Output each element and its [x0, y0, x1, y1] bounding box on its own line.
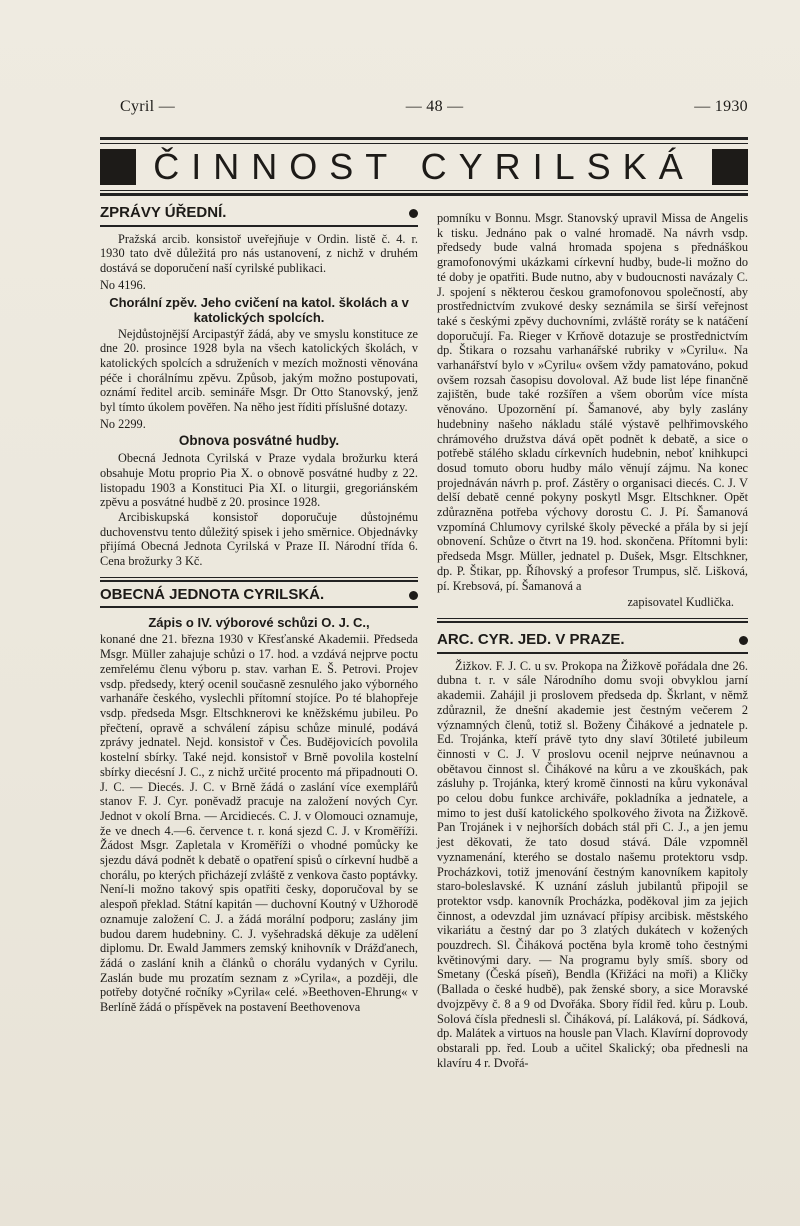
section-heading-obecna — [100, 582, 418, 607]
masthead-rule-bottom — [100, 193, 748, 196]
section-heading-arc — [437, 623, 748, 652]
paragraph: Obecná Jednota Cyrilská v Praze vydala brožurku která obsahuje Motu proprio Pia X. o obnově posvátné hudby z 22. listopadu 1903 a Konstituci Pia XI. o liturgii, gregoriánském zpěvu a posvátné hudbě z 20. prosince 1928. — [100, 451, 418, 510]
subheading: Zápis o IV. výborové schůzi O. J. C., — [148, 615, 370, 631]
paragraph: pomníku v Bonnu. Msgr. Stanovský upravil Missa de Angelis k tisku. Jednáno pak o valné hromadě. Na návrh vsdp. předsedy bude valná hromada spojena s přednáškou gramofonovými ukázkami církevní hudby, bude-li možno do té doby je opatřiti. Bude nutno, aby v budoucnosti navázaly C. J. spojení s některou českou gramofonovou společností, aby prostřednictvím zvukové desky seznámila se širší veřejnost také s českými zpěvy duchovními, zvláště roráty se k natáčení doporučují. Fa. Rieger v Krňově dotazuje se prostřednictvím dp. Štikara o rozsahu varhanářské rubriky v »Cyrilu«. Na varhanářství bylo v »Cyrilu« ovšem vždy pamatováno, pokud ovšem rozsah časopisu dovoloval. Až bude list lépe finančně zajištěn, bude také rozšířen a všem oborům více místa věnováno. Upozornění pí. Šamanové, aby byly zaslány hudebniny našeho nákladu stálé výstavě pelhřimovského chrámového družstva dává opět podnět k debatě, a sice o potřebě stálého skladu církevních hudebnin, neboť knihkupci dosud tomuto oboru hudby málo věnují zájmu. Na konec projednáván návrh p. prof. Zástěry o organisaci diecés. C. J. V delší debatě cenné pokyny poskytl Msgr. Eltschkner. Opět zdůrazněna potřeba výchovy dorostu C. J. Pí. Šamanová vzpomíná Chlumovy cyrilské školy pěvecké a přála by si její obnovení. Schůze o čtvrt na 19. hod. skončena. Přítomni byli: předseda Msgr. Müller, jednatel p. Dušek, Msgr. Eltschkner, dp. P. Štikar, pp. Říhovský a profesor Trumpus, slč. Lišková, pí. Krebsová, pí. Šamanová a — [437, 211, 748, 593]
bullet-dot-icon — [409, 591, 418, 600]
paragraph: Žižkov. F. J. C. u sv. Prokopa na Žižkově pořádala dne 26. dubna t. r. v sále Národního domu svoji obvyklou jarní akademii. Zahájil ji proslovem předseda dp. Škrlant, v němž zdůraznil, že dnešní akademie jest čestným večerem 2 významných členů, totiž sl. Boženy Čihákové a jednatele p. Ed. Trojánka, kteří právě tyto dny slaví 30tileté jubileum činnosti v C. J. V proslovu ocenil nejprve neúnavnou a obětavou činnost sl. Čihákové na kůru a ve zkouškách, pak zásluhy p. Trojánka, který kromě činnosti na kůru vykonával po celou dobu funkce archiváře, pokladníka a jednatele, a mimo to jest duší katolického spolkového života na Žižkově. Pan Trojánek i v nejhorších dobách stál při C. J., a jen jemu jest děkovati, že tato dosud stává. Dále vzpomněl vyznamenání, kterého se dostalo našemu protektoru vsdp. Procházkovi, totiž jmenování čestným kanovníkem kapitoly staro-boleslavské. K uznání zásluh jubilantů připojil se protektor vsdp. kanovník Procházka, poděkoval jim za jejich činnost, a odevzdal jim uznávací přípisy arcibisk. městského vikariátu a čestný dar po 3 zlatých dukátech v kožených pouzdrech. Sl. Čiháková poctěna byla kromě toho čestnými květinovými dary. — Na programu byly smíš. sbory od Smetany (Česká píseň), Bendla (Křižáci na moři) a Kličky (Ballada o české hudbě), pak ženské sbory, a sice Moravské dvojzpěvy č. 8 a 9 od Dvořáka. Sbory řídil řed. kůru p. Loub. Solová čísla přednesli sl. Čiháková, pí. Laláková, pí. Sádková, dp. Malátek a virtuos na housle pan Vlach. Klavírní doprovody obstarali pp. řed. Loub a učitel Skalický; oba přednesli na klavíru 4 r. Dvořá- — [437, 658, 748, 1070]
bullet-dot-icon — [409, 209, 418, 218]
masthead — [100, 137, 748, 196]
paragraph: konané dne 21. března 1930 v Křesťanské Akademii. Předseda Msgr. Müller zahajuje schůzi o 17. hod. a vzdává nejprve poctu zemřelému členu výboru p. stav. varhan E. Š. Petrovi. Projev vsdp. předsedy, který ocenil současně zesnulého jako výborného varhanáře českého, vyslechli přítomní stojíce. Po té blahopřeje vsdp. předseda Msgr. Eltschknerovi ke kněžskému jubileu. Po přečtení, opravě a schválení zápisu schůze minulé, podává zprávy jednatel. Nejd. konsistoř v Čes. Budějovicích povolila kostelní sbírky. Také nejd. konsistoř v Brně povolila kostelní sbírky diecésní J. C., z nichž určité procento má připadnouti O. J. C. — Diecés. J. C. v Brně žádá o zaslání více exemplářů stanov F. J. Cyr. poněvadž pracuje na založení nových Cyr. Jednot v okolí Brna. — Arcidiecés. C. J. v Olomouci oznamuje, že ve dnech 4.—6. července t. r. koná sjezd C. J. v Kroměříži. Žádost Msgr. Zapletala v Kroměříži o vhodné pomůcky ke sjezdu dává podnět k debatě o opatření spisů o církevní hudbě a chorálu, po kterých přicházejí zvláště z venkova často poptávky. Není-li možno takový spis opatřiti česky, doporučoval by se alespoň překlad. Státní kapitán — duchovní Koutný v Užhorodě oznamuje založení C. J. a žádá morální podporu; zaslány jim budou darem hudebniny. C. J. vyšehradská děkuje za udělení diplomu. Dr. Ewald Jammers zemský knihovník v Drážďanech, žádá o zaslání knih a článků o chorálu vydaných v Cyrilu. Zaslán bude mu prozatím seznam z »Cyrila«, a později, dle potřeby dotyčné ročníky »Cyrila« celé. »Beethoven-Ehrung« v Berlíně žádá o příspěvek na postavení Beethovenova — [100, 632, 418, 1015]
section-rule — [437, 652, 748, 654]
bullet-dot-icon — [739, 636, 748, 645]
masthead-rule-top — [100, 137, 748, 140]
masthead-block-right — [712, 149, 748, 185]
section-rule — [437, 618, 748, 619]
section-title: OBECNÁ JEDNOTA CYRILSKÁ. — [100, 585, 325, 603]
section-rule — [100, 225, 418, 227]
subheading: Chorální zpěv. Jeho cvičení na katol. školách a v katolických spolcích. — [109, 294, 409, 325]
right-column — [437, 211, 748, 1070]
section-title: ZPRÁVY ÚŘEDNÍ. — [100, 204, 227, 221]
left-column — [100, 200, 418, 1015]
year: — 1930 — [694, 98, 748, 115]
section-heading-zpravy — [100, 200, 418, 225]
page-number: — 48 — — [405, 98, 464, 115]
section-rule — [100, 577, 418, 578]
masthead-title: ČINNOST CYRILSKÁ — [153, 146, 695, 187]
section-rule — [100, 606, 418, 608]
journal-name: Cyril — — [120, 98, 175, 115]
reference-number: No 2299. — [100, 416, 146, 431]
masthead-block-left — [100, 149, 136, 185]
signature: zapisovatel Kudlička. — [627, 595, 734, 610]
masthead-row — [100, 144, 748, 190]
reference-number: No 4196. — [100, 277, 146, 292]
paragraph: Arcibiskupská konsistoř doporučuje důstojnému duchovenstvu tento důležitý spisek i jeho směrnice. Objednávky přijímá Obecná Jednota Cyrilská v Praze II. Národní třída 6. Cena brožurky 3 Kč. — [100, 509, 418, 569]
masthead-rule-bottom-thin — [100, 190, 748, 191]
running-head — [120, 98, 748, 116]
section-title: ARC. CYR. JED. V PRAZE. — [437, 630, 625, 648]
paragraph: Pražská arcib. konsistoř uveřejňuje v Ordin. listě č. 4. r. 1930 tato dvě důležitá pro nás ustanovení, z nichž v druhém dostává se doporučení naší cyrilské publikaci. — [100, 231, 418, 276]
subheading: Obnova posvátné hudby. — [178, 433, 340, 449]
paragraph: Nejdůstojnější Arcipastýř žádá, aby ve smyslu konstituce ze dne 20. prosince 1928 byla na všech katolických školách, v katolických spolcích a sdruženích v mezích možnosti věnována péče i chorálnímu zpěvu. Způsob, jakým možno postupovati, oznámí ředitel arcib. semináře Msgr. Dr Otto Stanovský, jenž byl tímto úkolem pověřen. Na něho jest říditi příslušné dotazy. — [100, 326, 418, 415]
